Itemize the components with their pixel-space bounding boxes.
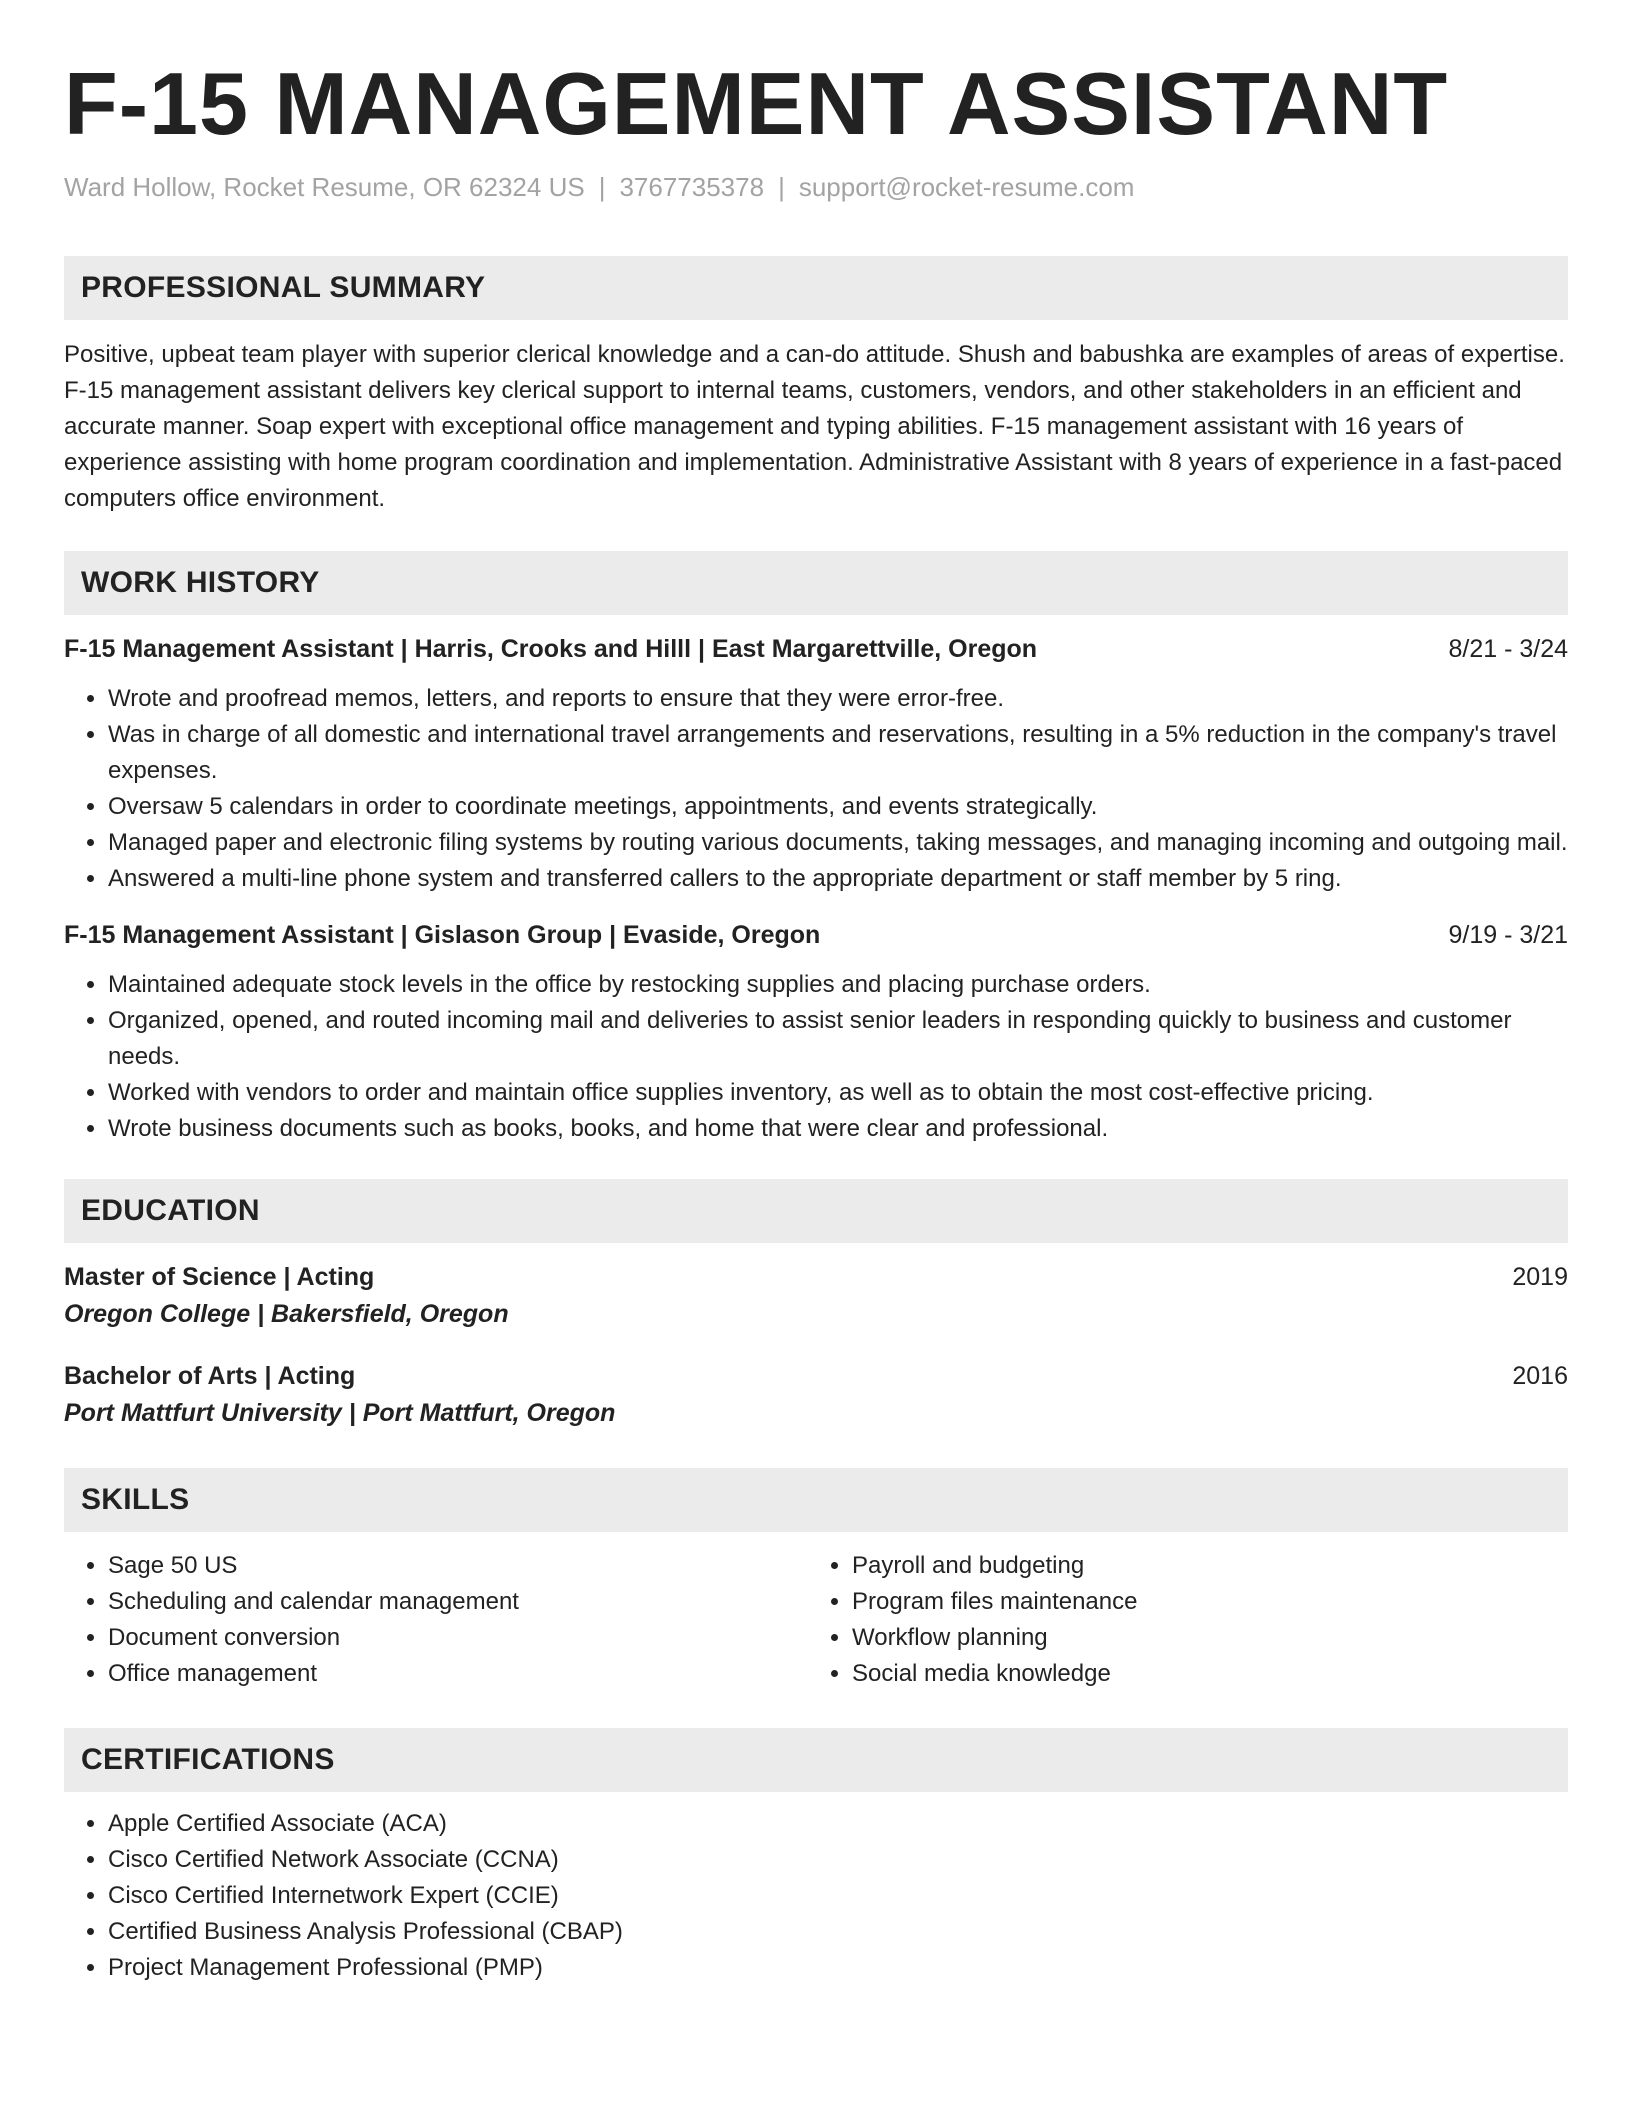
job-bullet: • Oversaw 5 calendars in order to coordinate meetings, appointments, and events strategically.: [108, 789, 1568, 825]
job-bullet: • Maintained adequate stock levels in the office by restocking supplies and placing purchase orders.: [108, 967, 1568, 1003]
skill-item: • Payroll and budgeting: [852, 1548, 1552, 1584]
job-bullet: • Was in charge of all domestic and international travel arrangements and reservations, resulting in a 5% reduction in the company's travel expenses.: [108, 717, 1568, 789]
skill-item: • Scheduling and calendar management: [108, 1584, 808, 1620]
job-bullet-list: [64, 681, 1568, 897]
job-header: [64, 917, 1568, 953]
contact-email: support@rocket-resume.com: [798, 172, 1135, 202]
certification-item: • Cisco Certified Internetwork Expert (CCIE): [108, 1878, 1568, 1914]
job-title: F-15 Management Assistant | Harris, Crooks and Hilll | East Margarettville, Oregon: [64, 635, 1038, 663]
contact-phone: 3767735378: [619, 172, 765, 202]
job-bullet: • Worked with vendors to order and maintain office supplies inventory, as well as to obtain the most cost-effective pricing.: [108, 1075, 1568, 1111]
contact-line: [64, 170, 1568, 204]
certification-list: [64, 1806, 1568, 1986]
education-header: [64, 1259, 1568, 1295]
certification-item: • Certified Business Analysis Professional (CBAP): [108, 1914, 1568, 1950]
skill-item: • Document conversion: [108, 1620, 808, 1656]
skill-item: • Office management: [108, 1656, 808, 1692]
degree-title: Master of Science | Acting: [64, 1263, 375, 1291]
skills-grid: [64, 1548, 1568, 1692]
job-bullet: • Wrote and proofread memos, letters, and reports to ensure that they were error-free.: [108, 681, 1568, 717]
degree-title: Bachelor of Arts | Acting: [64, 1362, 356, 1390]
job-dates: 8/21 - 3/24: [1448, 635, 1568, 663]
section-heading-education: EDUCATION: [64, 1179, 1568, 1243]
school-name: Oregon College | Bakersfield, Oregon: [64, 1300, 509, 1328]
section-heading-certifications: CERTIFICATIONS: [64, 1728, 1568, 1792]
skill-item: • Social media knowledge: [852, 1656, 1552, 1692]
skills-column-left: [64, 1548, 808, 1692]
education-entry: [64, 1259, 1568, 1333]
job-entry: [64, 917, 1568, 1147]
job-title: F-15 Management Assistant | Gislason Group | Evaside, Oregon: [64, 921, 821, 949]
job-bullet: • Answered a multi-line phone system and transferred callers to the appropriate department or staff member by 5 ring.: [108, 861, 1568, 897]
job-bullet-list: [64, 967, 1568, 1147]
summary-text: Positive, upbeat team player with superior clerical knowledge and a can-do attitude. Shush and babushka are examples of areas of expertise. F-15 management assistant delivers key clerical support to internal teams, customers, vendors, and other stakeholders in an efficient and accurate manner. Soap expert with exceptional office management and typing abilities. F-15 management assistant with 16 years of experience assisting with home program coordination and implementation. Administrative Assistant with 8 years of experience in a fast-paced computers office environment.: [64, 341, 1565, 512]
certification-item: • Apple Certified Associate (ACA): [108, 1806, 1568, 1842]
job-dates: 9/19 - 3/21: [1448, 921, 1568, 949]
graduation-year: 2016: [1512, 1362, 1568, 1390]
graduation-year: 2019: [1512, 1263, 1568, 1291]
skill-item: • Workflow planning: [852, 1620, 1552, 1656]
job-entry: [64, 631, 1568, 897]
job-bullet: • Organized, opened, and routed incoming mail and deliveries to assist senior leaders in responding quickly to business and customer needs.: [108, 1003, 1568, 1075]
certification-item: • Cisco Certified Network Associate (CCNA): [108, 1842, 1568, 1878]
job-header: [64, 631, 1568, 667]
candidate-name: F-15 MANAGEMENT ASSISTANT: [64, 54, 1449, 153]
skill-item: • Sage 50 US: [108, 1548, 808, 1584]
education-entry: [64, 1358, 1568, 1432]
skills-column-right: [808, 1548, 1552, 1692]
job-bullet: • Wrote business documents such as books, books, and home that were clear and professional.: [108, 1111, 1568, 1147]
skill-item: • Program files maintenance: [852, 1584, 1552, 1620]
school-name: Port Mattfurt University | Port Mattfurt, Oregon: [64, 1399, 616, 1427]
contact-address: Ward Hollow, Rocket Resume, OR 62324 US: [64, 172, 585, 202]
education-header: [64, 1358, 1568, 1394]
section-heading-work-history: WORK HISTORY: [64, 551, 1568, 615]
section-heading-summary: PROFESSIONAL SUMMARY: [64, 256, 1568, 320]
job-bullet: • Managed paper and electronic filing systems by routing various documents, taking messages, and managing incoming and outgoing mail.: [108, 825, 1568, 861]
contact-separator: |: [778, 172, 785, 202]
certification-item: • Project Management Professional (PMP): [108, 1950, 1568, 1986]
section-heading-skills: SKILLS: [64, 1468, 1568, 1532]
contact-separator: |: [598, 172, 606, 202]
